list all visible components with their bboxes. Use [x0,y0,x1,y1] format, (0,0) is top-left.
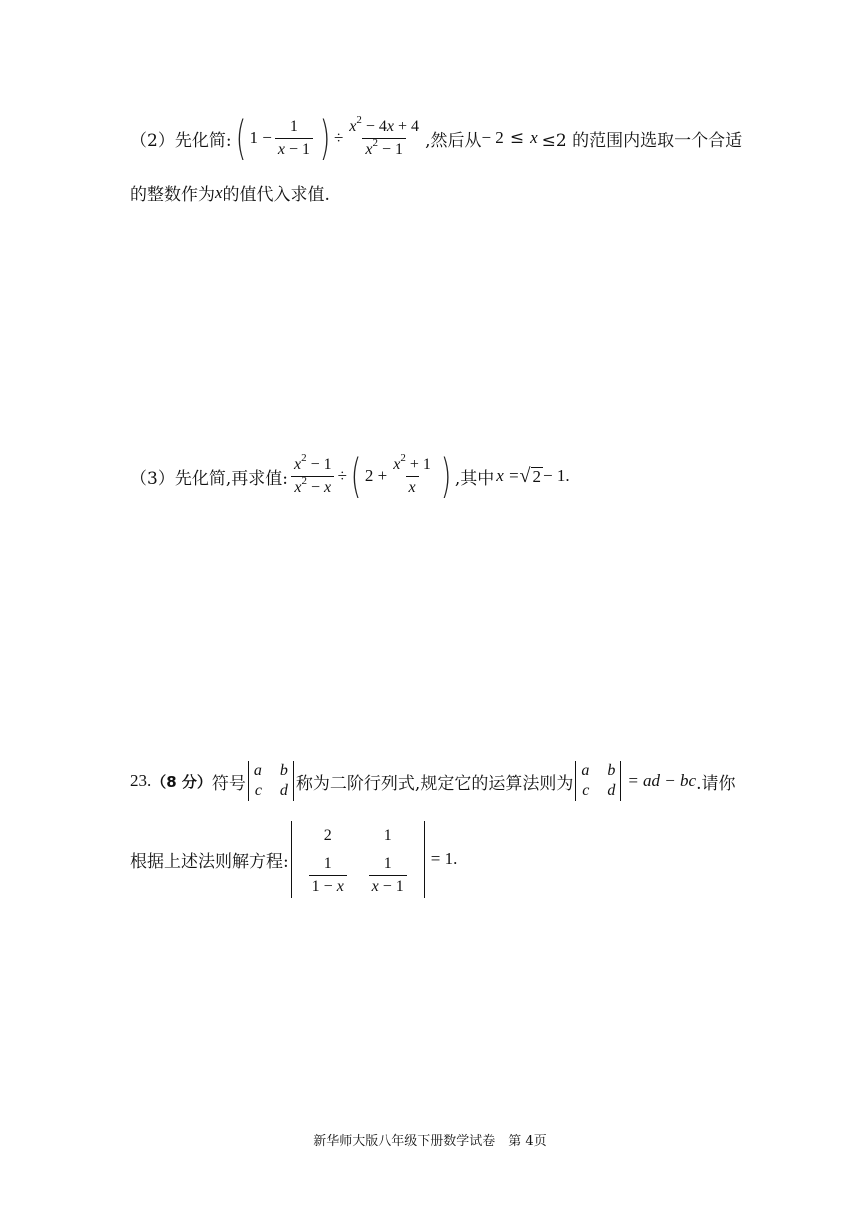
determinant-symbol: a b c d [246,761,296,801]
fraction-x2-1-over-x2-x: $\frac{x^2 - 1}{x^2 - x}$ [291,456,335,497]
problem-23-line-1 [130,758,735,804]
problem-2-line-2-b: 的值代入求值. [222,185,330,205]
range-x: x [530,128,538,147]
problem-23-line-2 [130,814,457,904]
range-end: ≤2 的范围内选取一个合适 [541,130,743,151]
left-paren-2: ( [350,449,362,503]
problem-23-equals: = 1. [430,849,458,868]
problem-2-line-2-a: 的整数作为 [130,185,215,205]
page-footer: 新华师大版八年级下册数学试卷 第 4页 [313,1134,547,1149]
fraction-quadratic: $\frac{x^2 - 4x + 4}{x^2 - 1}$ [349,113,420,158]
determinant-formula: = ad − bc [627,771,697,790]
range-le: ≤ [509,128,525,148]
problem-23-points: （8 分） [151,772,212,791]
problem-23-number: 23. [130,771,152,790]
x-equals: x = [496,466,520,485]
left-paren: ( [235,111,246,165]
problem-3-label: （3）先化简,再求值: [130,468,288,489]
fraction-1-over-x-1: $\frac{1}{x - 1}$ [275,118,313,159]
right-paren: ) [319,111,331,165]
problem-2-line-1 [130,112,742,164]
range-start: − 2 [481,128,504,147]
sqrt-2: √ 2 [519,465,541,487]
problem-23-text1: 符号 [211,773,246,794]
one: 1 − [249,128,272,147]
divide-sign-2: ÷ [337,466,347,485]
problem-2-after: ,然后从 [425,130,482,151]
problem-2-line-2-x: x [215,182,223,202]
problem-2-line-2 [130,180,330,205]
two-plus: 2 + [364,466,388,485]
determinant-definition: a b c d [573,761,623,801]
equation-determinant: 2 1 $\frac{1}{1 - x}$ $\frac{1}{x - 1}$ [289,821,427,898]
problem-3-tail: − 1. [543,466,570,485]
problem-2-label: （2）先化简: [130,130,232,151]
problem-23-text3: .请你 [696,773,736,794]
problem-3-after: ,其中 [454,468,495,489]
problem-23-text2: 称为二阶行列式,规定它的运算法则为 [295,773,574,794]
problem-3-line [130,450,570,502]
fraction-x2-1-over-x: $\frac{x^2 + 1}{x}$ [393,451,431,496]
right-paren-2: ) [440,449,452,503]
divide-sign: ÷ [333,128,344,147]
problem-23-line2: 根据上述法则解方程: [130,851,289,872]
